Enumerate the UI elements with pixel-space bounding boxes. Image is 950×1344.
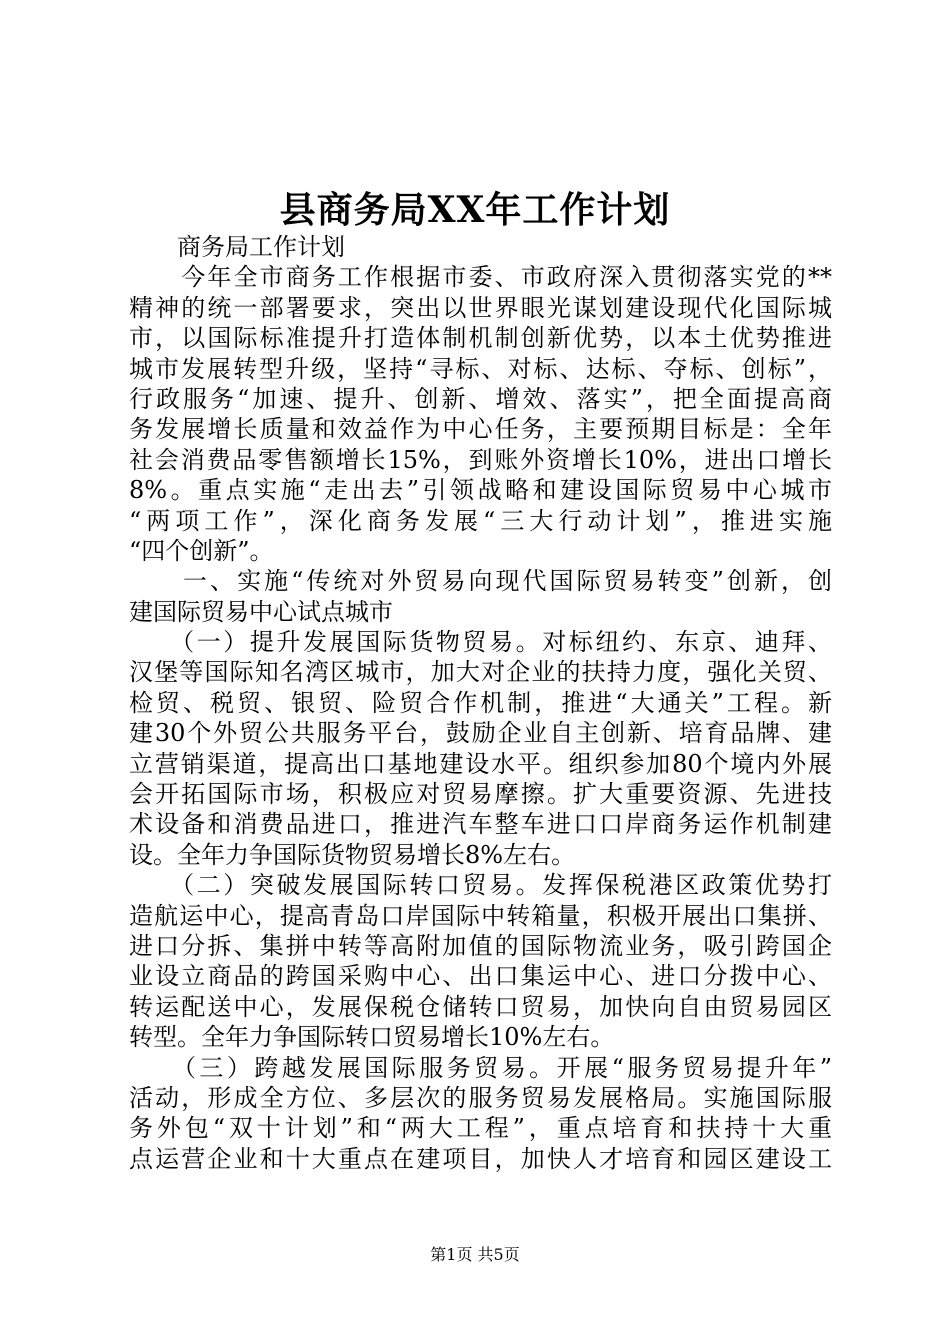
body-line: 会开拓国际市场，积极应对贸易摩擦。扩大重要资源、先进技: [129, 780, 832, 809]
body-line: 社会消费品零售额增长15%，到账外资增长10%，进出口增长: [129, 445, 832, 474]
body-line: 造航运中心，提高青岛口岸国际中转箱量，积极开展出口集拼、: [129, 901, 832, 930]
body-line: 建国际贸易中心试点城市: [129, 597, 393, 626]
body-line: “四个创新”。: [129, 536, 274, 565]
body-line: 活动，形成全方位、多层次的服务贸易发展格局。实施国际服: [129, 1083, 832, 1112]
body-line: 一、实施“传统对外贸易向现代国际贸易转变”创新，创: [129, 567, 832, 596]
body-line: 汉堡等国际知名湾区城市，加大对企业的扶持力度，强化关贸、: [129, 658, 832, 687]
body-line: （三）跨越发展国际服务贸易。开展“服务贸易提升年”: [129, 1053, 832, 1082]
body-line: 市，以国际标准提升打造体制机制创新优势，以本土优势推进: [129, 324, 832, 353]
body-line: （一）提升发展国际货物贸易。对标纽约、东京、迪拜、: [129, 628, 832, 657]
body-line: 转型。全年力争国际转口贸易增长10%左右。: [129, 1023, 615, 1052]
document-title: 县商务局XX年工作计划: [279, 189, 671, 231]
body-line: 检贸、税贸、银贸、险贸合作机制，推进“大通关”工程。新: [129, 688, 832, 717]
body-line: 业设立商品的跨国采购中心、出口集运中心、进口分拨中心、: [129, 962, 832, 991]
body-line: 术设备和消费品进口，推进汽车整车进口口岸商务运作机制建: [129, 810, 832, 839]
body-line: 务发展增长质量和效益作为中心任务，主要预期目标是：全年: [129, 415, 832, 444]
page-footer: 第1页 共5页: [430, 1245, 520, 1264]
body-line: 8%。重点实施“走出去”引领战略和建设国际贸易中心城市: [129, 476, 832, 505]
body-line: 行政服务“加速、提升、创新、增效、落实”，把全面提高商: [129, 384, 832, 413]
body-line: 城市发展转型升级，坚持“寻标、对标、达标、夺标、创标”，: [129, 354, 832, 383]
body-line: 精神的统一部署要求，突出以世界眼光谋划建设现代化国际城: [129, 293, 832, 322]
document-body: [129, 232, 832, 1174]
body-line: 设。全年力争国际货物贸易增长8%左右。: [129, 840, 576, 869]
body-line: 转运配送中心，发展保税仓储转口贸易，加快向自由贸易园区: [129, 992, 832, 1021]
body-line: 务外包“双十计划”和“两大工程”，重点培育和扶持十大重: [129, 1114, 832, 1143]
body-line: （二）突破发展国际转口贸易。发挥保税港区政策优势打: [129, 871, 832, 900]
body-line: 商务局工作计划: [129, 233, 345, 261]
body-line: 立营销渠道，提高出口基地建设水平。组织参加80个境内外展: [129, 749, 832, 778]
body-line: 点运营企业和十大重点在建项目，加快人才培育和园区建设工: [129, 1144, 832, 1173]
body-line: “两项工作”，深化商务发展“三大行动计划”，推进实施: [129, 506, 832, 535]
body-line: 今年全市商务工作根据市委、市政府深入贯彻落实党的**: [129, 263, 832, 292]
body-line: 建30个外贸公共服务平台，鼓励企业自主创新、培育品牌、建: [129, 719, 832, 748]
body-line: 进口分拆、集拼中转等高附加值的国际物流业务，吸引跨国企: [129, 931, 832, 960]
